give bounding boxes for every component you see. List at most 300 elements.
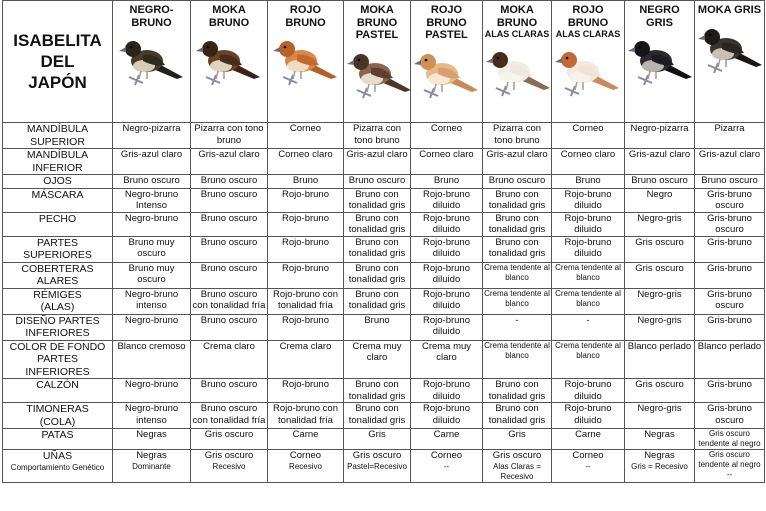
cell-value: Bruno con tonalidad gris — [488, 212, 546, 235]
cell-value: Rojo-bruno — [282, 212, 329, 224]
table-cell — [113, 403, 191, 429]
cell-value: Negro-gris — [637, 288, 682, 300]
table-cell — [625, 429, 695, 450]
table-row — [3, 340, 765, 379]
cell-value: Gris-bruno oscuro — [707, 212, 752, 235]
cell-value: Pizarra con tono bruno — [352, 123, 402, 146]
bird-legs — [575, 82, 583, 90]
row-label-line: PARTES — [36, 236, 79, 249]
cell-value: Gris-bruno — [707, 379, 752, 390]
table-row — [3, 450, 765, 483]
table-cell — [191, 262, 268, 288]
row-label-line: COLOR DE FONDO — [9, 340, 106, 353]
table-cell — [411, 340, 483, 379]
cell-value: Bruno con tonalidad gris — [348, 288, 406, 311]
row-label-line: SUPERIOR — [30, 135, 85, 148]
column-header — [344, 1, 411, 123]
cell-value: Blanco perlado — [627, 340, 692, 352]
table-cell — [344, 188, 411, 212]
bird-eye — [358, 58, 361, 61]
table-cell — [344, 340, 411, 379]
row-label — [3, 149, 113, 175]
row-label-line: COBERTERAS — [21, 262, 94, 275]
cell-value: - — [586, 314, 590, 326]
bird-head — [420, 54, 436, 70]
bird-legs — [139, 71, 147, 79]
column-name-line: MOKA — [360, 4, 394, 16]
table-cell — [552, 314, 625, 340]
row-label — [3, 123, 113, 149]
cell-value: Corneo claro — [278, 149, 333, 160]
table-cell — [268, 403, 344, 429]
table-cell — [695, 403, 765, 429]
row-label — [3, 175, 113, 189]
table-row — [3, 149, 765, 175]
column-name-line: ROJO — [572, 4, 604, 16]
column-header — [695, 1, 765, 123]
cell-value: Negro — [646, 188, 673, 200]
cell-value: Bruno con tonalidad gris — [488, 188, 546, 211]
cell-value: Gris-azul claro — [346, 149, 408, 160]
cell-value: Crema tendente al blanco — [484, 288, 550, 308]
table-cell — [411, 149, 483, 175]
branch — [424, 88, 438, 98]
cell-value: Rojo-bruno diluido — [564, 403, 612, 426]
cell-value: Gris oscuro — [492, 450, 542, 461]
bird-eye — [639, 46, 642, 49]
table-cell — [552, 236, 625, 262]
cell-value: Pizarra con tono bruno — [194, 123, 264, 146]
column-name-line: MOKA GRIS — [697, 4, 762, 16]
cell-value: Crema tendente al blanco — [555, 340, 621, 360]
table-cell — [344, 123, 411, 149]
bird-illustration — [117, 33, 187, 89]
row-label-line: PARTES INFERIORES — [25, 353, 90, 378]
bird-head — [202, 41, 218, 57]
cell-value: Bruno oscuro — [200, 236, 258, 248]
cell-value: Rojo-bruno diluido — [423, 212, 470, 235]
genetic-behavior: -- — [443, 461, 450, 471]
table-cell — [191, 175, 268, 189]
table-cell — [695, 212, 765, 236]
row-label — [3, 379, 113, 403]
table-cell — [191, 212, 268, 236]
column-name-line: BRUNO — [208, 16, 250, 29]
table-cell — [695, 429, 765, 450]
bird-head — [125, 41, 141, 57]
bird-illustration — [553, 44, 623, 100]
cell-value: Rojo-bruno diluido — [423, 314, 470, 337]
table-cell — [268, 149, 344, 175]
table-cell — [268, 175, 344, 189]
table-cell — [411, 450, 483, 483]
table-cell — [695, 188, 765, 212]
row-label-line: SUPERIORES — [23, 249, 92, 261]
table-cell — [113, 288, 191, 314]
column-name-line: PASTEL — [425, 29, 468, 41]
column-name-line: PASTEL — [355, 29, 399, 41]
cell-value: Negro-gris — [637, 403, 682, 414]
cell-value: Pizarra — [714, 123, 745, 134]
table-cell — [552, 123, 625, 149]
table-cell — [268, 450, 344, 483]
table-cell — [625, 262, 695, 288]
table-cell — [268, 288, 344, 314]
cell-value: Negro-bruno Intenso — [124, 188, 179, 211]
table-cell — [695, 379, 765, 403]
cell-value: Gris-bruno — [707, 262, 752, 274]
row-label-line: MANDÍBULA — [26, 149, 89, 161]
table-cell — [113, 149, 191, 175]
cell-value: Pizarra con tono bruno — [492, 123, 542, 146]
column-name-line: BRUNO — [356, 16, 398, 29]
row-label-line: OJOS — [43, 175, 72, 187]
cell-value: Crema claro — [203, 340, 255, 352]
table-cell — [191, 123, 268, 149]
cell-value: Gris-bruno oscuro — [707, 403, 752, 426]
cell-value: Corneo — [430, 123, 463, 134]
cell-value: Bruno con tonalidad gris — [348, 379, 406, 402]
branch — [565, 86, 579, 96]
cell-value: Bruno oscuro con tonalidad fría — [192, 288, 266, 311]
cell-value: Bruno oscuro — [488, 175, 546, 186]
table-cell — [268, 123, 344, 149]
column-header — [411, 1, 483, 123]
bird-legs — [293, 71, 301, 79]
column-subname: ALAS CLARAS — [555, 29, 621, 39]
table-cell — [268, 212, 344, 236]
bird-head — [704, 29, 720, 45]
cell-value: Blanco perlado — [697, 340, 762, 352]
table-cell — [483, 175, 552, 189]
table-cell — [191, 188, 268, 212]
table-cell — [113, 123, 191, 149]
table-cell — [552, 262, 625, 288]
cell-value: Bruno oscuro — [200, 212, 258, 224]
branch — [283, 75, 297, 85]
cell-value: Gris oscuro — [204, 429, 254, 440]
column-name-line: MOKA — [212, 4, 246, 16]
table-row — [3, 379, 765, 403]
table-cell — [552, 188, 625, 212]
table-cell — [695, 175, 765, 189]
row-label-line: Comportamiento Genético — [10, 462, 105, 472]
cell-value: Negras — [644, 450, 675, 461]
cell-value: Rojo-bruno — [282, 379, 329, 390]
table-cell — [411, 123, 483, 149]
row-label-line: MÁSCARA — [31, 188, 84, 201]
cell-value: Bruno oscuro — [701, 175, 758, 186]
bird-legs — [434, 84, 442, 92]
table-cell — [483, 188, 552, 212]
cell-value: Bruno — [364, 314, 390, 326]
cell-value: Rojo-bruno diluido — [423, 288, 470, 311]
row-label — [3, 340, 113, 379]
table-cell — [113, 236, 191, 262]
cell-value: Bruno con tonalidad gris — [348, 403, 406, 426]
bird-beak — [196, 47, 203, 52]
table-cell — [344, 403, 411, 429]
genetic-behavior: Recesivo — [212, 461, 246, 471]
cell-value: Rojo-bruno — [282, 188, 329, 200]
column-name-line: GRIS — [646, 16, 673, 29]
table-cell — [411, 212, 483, 236]
table-cell — [695, 262, 765, 288]
row-label — [3, 429, 113, 450]
row-label-line: INFERIORES — [25, 327, 90, 339]
cell-value: Negras — [644, 429, 675, 440]
bird-eye — [207, 46, 210, 49]
table-cell — [625, 340, 695, 379]
column-name-line: BRUNO — [567, 16, 609, 29]
row-label — [3, 403, 113, 429]
cell-value: Bruno con tonalidad gris — [488, 403, 546, 426]
cell-value: Corneo — [572, 450, 604, 461]
table-cell — [191, 149, 268, 175]
bird-head — [353, 54, 369, 70]
cell-value: Bruno oscuro — [631, 175, 688, 186]
bird-illustration — [626, 33, 695, 89]
column-header — [483, 1, 552, 123]
branch — [357, 88, 371, 98]
cell-value: Crema muy claro — [421, 340, 472, 363]
column-header — [625, 1, 695, 123]
bird-eye — [129, 46, 132, 49]
cell-value: Rojo-bruno diluido — [564, 212, 612, 235]
cell-value: Bruno muy oscuro — [128, 236, 175, 259]
bird-eye — [425, 58, 428, 61]
table-cell — [695, 450, 765, 483]
cell-value: Negro-pizarra — [630, 123, 689, 134]
table-row — [3, 288, 765, 314]
row-label-line: RÉMIGES — [33, 288, 82, 301]
table-cell — [552, 450, 625, 483]
table-cell — [483, 379, 552, 403]
table-cell — [695, 314, 765, 340]
bird-eye — [709, 33, 712, 36]
genetic-behavior: Pastel=Recesivo — [347, 461, 407, 471]
bird-beak — [414, 60, 421, 65]
cell-value: Negro-bruno — [124, 379, 179, 390]
cell-value: Gris oscuro — [352, 450, 402, 461]
table-row — [3, 403, 765, 429]
row-label-line: MANDÍBULA — [26, 123, 89, 135]
table-cell — [344, 175, 411, 189]
table-cell — [625, 450, 695, 483]
cell-value: Negro-gris — [637, 212, 682, 224]
cell-value: Gris-azul claro — [486, 149, 548, 160]
row-label — [3, 450, 113, 483]
cell-value: Bruno oscuro — [200, 175, 258, 186]
row-label — [3, 212, 113, 236]
table-cell — [191, 450, 268, 483]
genetic-behavior: -- — [585, 461, 591, 471]
cell-value: Bruno oscuro — [123, 175, 180, 186]
cell-value: Bruno oscuro — [200, 314, 258, 326]
table-cell — [625, 288, 695, 314]
table-cell — [552, 340, 625, 379]
column-header — [268, 1, 344, 123]
table-cell — [344, 288, 411, 314]
cell-value: Rojo-bruno diluido — [423, 262, 470, 285]
table-cell — [268, 314, 344, 340]
table-cell — [552, 403, 625, 429]
bird-eye — [497, 57, 500, 60]
cell-value: Carne — [292, 429, 319, 440]
table-cell — [113, 429, 191, 450]
cell-value: Rojo-bruno diluido — [423, 403, 470, 426]
bird-color-table — [2, 0, 765, 483]
table-cell — [344, 314, 411, 340]
bird-illustration — [271, 33, 341, 89]
bird-legs — [648, 71, 656, 79]
row-label-line: (COLA) — [39, 415, 76, 428]
cell-value: Crema tendente al blanco — [555, 288, 621, 308]
table-row — [3, 175, 765, 189]
cell-value: Carne — [433, 429, 460, 440]
table-cell — [113, 340, 191, 379]
table-cell — [344, 236, 411, 262]
table-cell — [191, 236, 268, 262]
table-cell — [483, 450, 552, 483]
table-cell — [268, 340, 344, 379]
bird-legs — [506, 82, 514, 90]
table-cell — [552, 175, 625, 189]
branch — [496, 86, 510, 96]
table-cell — [483, 429, 552, 450]
row-label-line: ALARES — [36, 275, 79, 287]
table-cell — [411, 188, 483, 212]
table-cell — [483, 212, 552, 236]
cell-value: Crema claro — [279, 340, 332, 352]
cell-value: Gris oscuro tendente al negro — [698, 450, 761, 469]
table-cell — [625, 188, 695, 212]
row-label-line: DISEÑO PARTES — [15, 314, 100, 327]
bird-illustration — [696, 21, 765, 77]
cell-value: Rojo-bruno diluido — [423, 188, 470, 211]
cell-value: Bruno con tonalidad gris — [348, 212, 406, 235]
table-cell — [625, 236, 695, 262]
table-cell — [411, 314, 483, 340]
table-cell — [344, 429, 411, 450]
genetic-behavior: Dominante — [132, 461, 171, 471]
table-cell — [625, 175, 695, 189]
table-cell — [695, 123, 765, 149]
cell-value: Negro-bruno intenso — [124, 403, 179, 426]
table-cell — [268, 262, 344, 288]
branch — [638, 75, 652, 85]
table-cell — [344, 262, 411, 288]
cell-value: Rojo-bruno con tonalidad fría — [273, 288, 338, 311]
row-label-line: PECHO — [38, 212, 77, 225]
bird-head — [561, 52, 577, 68]
cell-value: Gris-azul claro — [198, 149, 260, 160]
cell-value: Rojo-bruno con tonalidad fría — [273, 403, 338, 426]
bird-head — [492, 52, 508, 68]
table-cell — [625, 403, 695, 429]
cell-value: Bruno oscuro — [200, 379, 258, 390]
table-cell — [552, 212, 625, 236]
table-cell — [344, 212, 411, 236]
table-cell — [625, 123, 695, 149]
bird-beak — [273, 47, 280, 52]
cell-value: Rojo-bruno — [282, 314, 329, 326]
table-cell — [411, 403, 483, 429]
column-name-line: BRUNO — [285, 16, 326, 29]
header-row — [3, 1, 765, 123]
bird-head — [634, 41, 650, 57]
table-cell — [191, 314, 268, 340]
table-row — [3, 188, 765, 212]
table-cell — [268, 429, 344, 450]
table-cell — [113, 379, 191, 403]
cell-value: Rojo-bruno — [282, 236, 329, 248]
cell-value: Rojo-bruno — [282, 262, 329, 274]
table-row — [3, 314, 765, 340]
table-cell — [113, 314, 191, 340]
cell-value: Negro-bruno intenso — [124, 288, 179, 311]
cell-value: Bruno oscuro con tonalidad fría — [192, 403, 266, 426]
row-label-line: PATAS — [41, 429, 74, 441]
cell-value: Gris oscuro — [635, 379, 684, 390]
table-cell — [113, 212, 191, 236]
cell-value: Gris-azul claro — [698, 149, 761, 160]
table-row — [3, 236, 765, 262]
table-cell — [268, 236, 344, 262]
genetic-behavior: Recesivo — [289, 461, 322, 471]
table-cell — [483, 236, 552, 262]
table-row — [3, 123, 765, 149]
bird-legs — [367, 84, 375, 92]
table-cell — [695, 288, 765, 314]
cell-value: Rojo-bruno diluido — [564, 379, 612, 402]
cell-value: Bruno — [292, 175, 319, 186]
row-label-line: TIMONERAS — [26, 403, 89, 415]
bird-head — [279, 41, 295, 57]
cell-value: Bruno oscuro — [348, 175, 406, 186]
column-header — [113, 1, 191, 123]
cell-value: Gris oscuro tendente al negro — [698, 429, 761, 448]
row-label — [3, 288, 113, 314]
bird-illustration — [484, 44, 552, 100]
cell-value: Bruno oscuro — [200, 262, 258, 274]
table-cell — [483, 340, 552, 379]
cell-value: Corneo claro — [560, 149, 616, 160]
row-label — [3, 188, 113, 212]
table-cell — [411, 379, 483, 403]
bird-beak — [119, 47, 126, 52]
cell-value: Corneo — [289, 450, 322, 461]
table-cell — [695, 340, 765, 379]
bird-beak — [486, 58, 493, 63]
table-cell — [191, 340, 268, 379]
genetic-behavior: -- — [726, 470, 733, 479]
cell-value: Corneo — [289, 123, 322, 134]
branch — [129, 75, 143, 85]
table-cell — [191, 288, 268, 314]
bird-beak — [698, 35, 705, 40]
table-cell — [411, 236, 483, 262]
table-cell — [191, 379, 268, 403]
table-cell — [695, 236, 765, 262]
cell-value: Crema tendente al blanco — [484, 262, 550, 282]
table-cell — [483, 149, 552, 175]
cell-value: Rojo-bruno diluido — [423, 236, 470, 259]
row-label — [3, 262, 113, 288]
cell-value: Negro-gris — [637, 314, 682, 326]
table-cell — [191, 403, 268, 429]
table-cell — [552, 379, 625, 403]
